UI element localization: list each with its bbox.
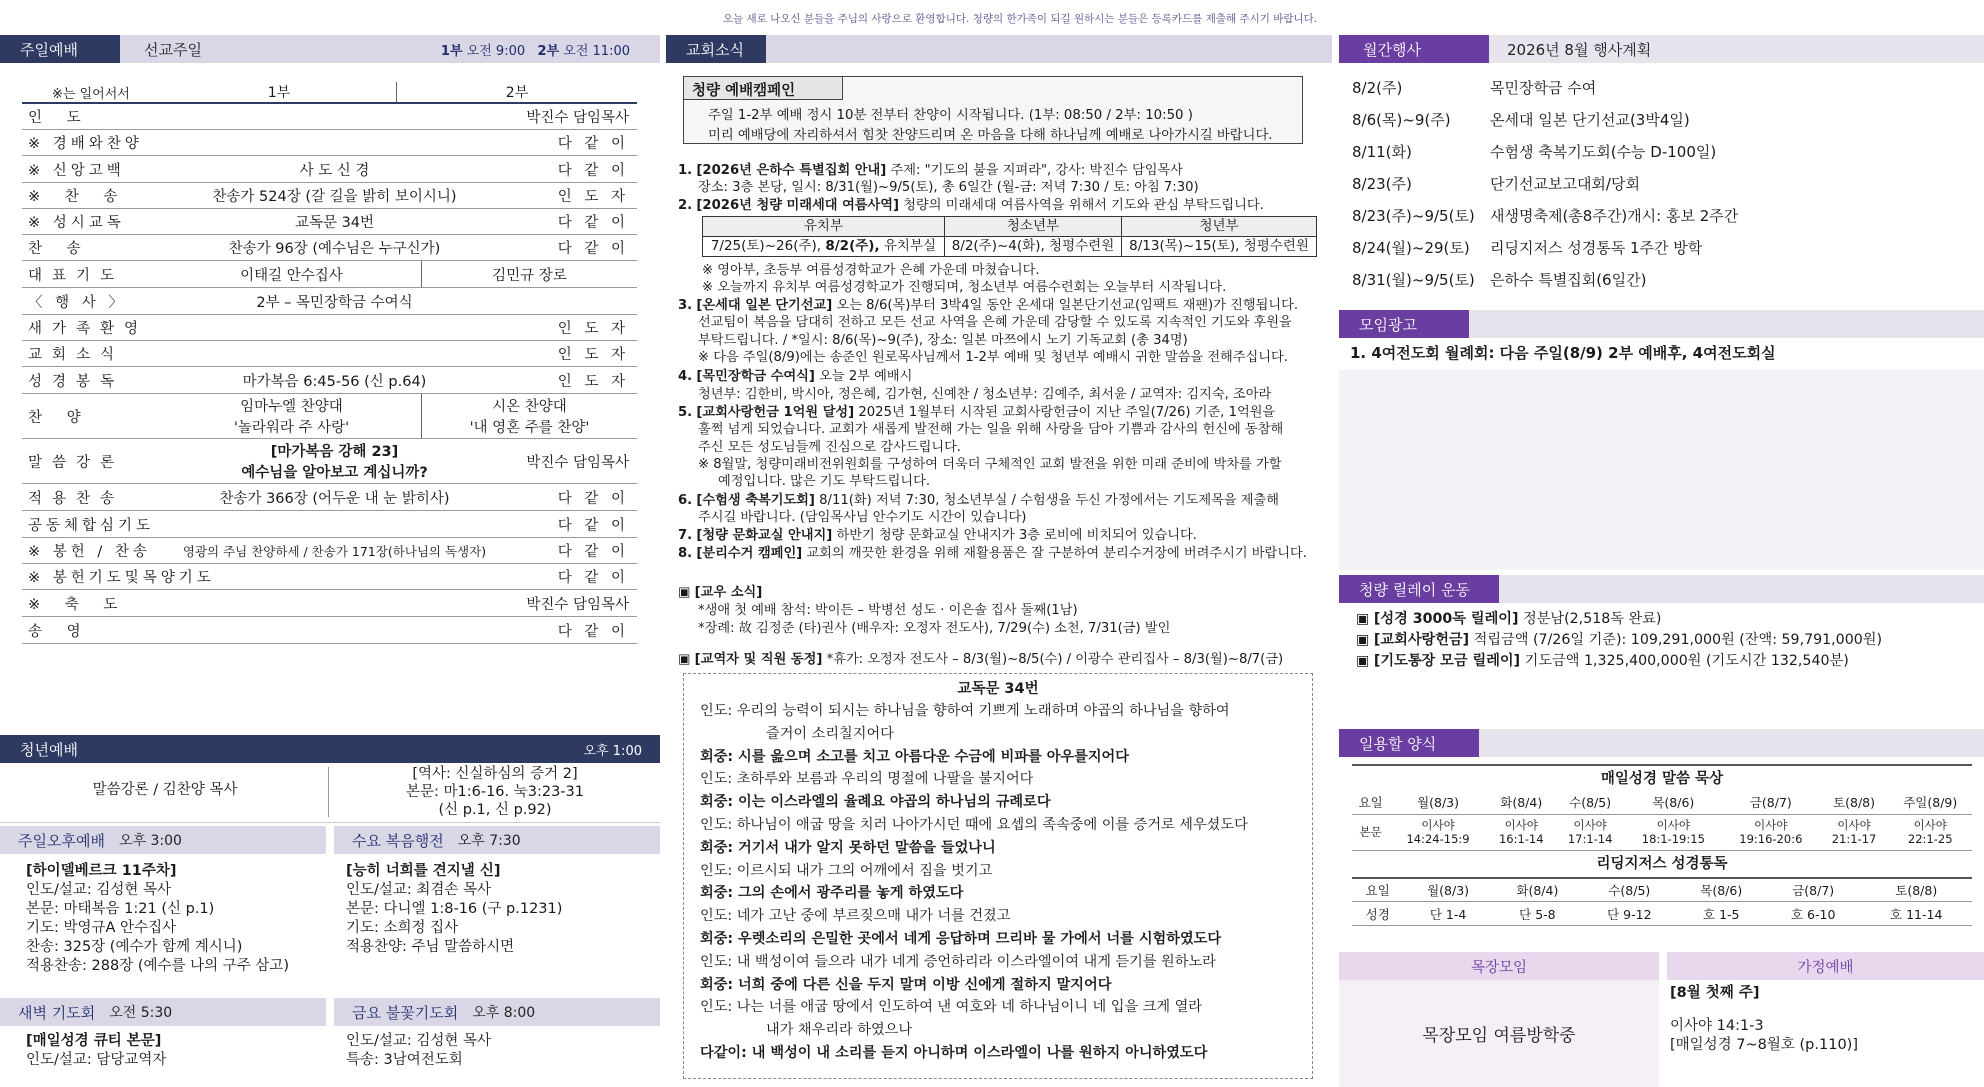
- event-row: [1342, 103, 1982, 135]
- friday-prayer-header: 금요 불꽃기도회 오후 8:00: [334, 998, 660, 1026]
- daily-day-cell: 주일(8/9): [1888, 790, 1972, 814]
- order-row: [22, 564, 637, 590]
- order-row-content-line: 2부 – 목민장학금 수여식: [256, 294, 413, 311]
- order-row-label: ※ 성시교독: [28, 215, 125, 231]
- mokjang-text: 목장모임 여름방학중: [1339, 980, 1659, 1087]
- event-title: 목민장학금 수여: [1490, 78, 1597, 97]
- event-title: 수험생 축복기도회(수능 D-100일): [1490, 142, 1717, 161]
- sunday-service-title: 주일예배: [0, 35, 120, 63]
- order-row-label: ※ 찬 송: [28, 189, 128, 205]
- order-row-label: 인 도: [28, 110, 91, 126]
- event-title: 리딩지저스 성경통독 1주간 방학: [1490, 238, 1703, 257]
- order-row: [22, 130, 637, 156]
- order-row: [22, 394, 637, 439]
- event-title: 새생명축제(총8주간)개시: 홍보 2주간: [1490, 206, 1739, 225]
- order-row-label: 대표기도: [28, 267, 125, 284]
- order-row-leader: 박진수 담임목사: [526, 110, 629, 126]
- reading-speaker: 회중:: [700, 839, 734, 856]
- reading-text: 시를 읊으며 소고를 치고 아름다운 수금에 비파를 아우를지어다: [733, 748, 1129, 765]
- order-row-leader: 인 도 자: [557, 347, 629, 363]
- order-row-leader: 다 같 이: [557, 544, 629, 560]
- reading-speaker: 회중:: [700, 885, 734, 902]
- reading-line: [692, 928, 1312, 951]
- order-row-leader: 박진수 담임목사: [526, 454, 629, 471]
- daily-day-cell: 토(8/8): [1820, 790, 1889, 814]
- reading-line: [692, 1042, 1312, 1065]
- daily-day-cell: 화(8/4): [1487, 790, 1556, 814]
- reading-title: 교독문 34번: [957, 681, 1039, 697]
- order-row: [22, 484, 637, 511]
- order-row: [22, 511, 637, 538]
- news-list: 1. [2026년 은하수 특별집회 안내] 주제: "기도의 불을 지펴라", 강사: 박진수 담임목사 장소: 3층 본당, 일시: 8/31(월)~9/5(토), 총 6일간 (월-금: 저녁 7:30 / 토: 아침 7:30) 2. [2026년 청량 미래세대 여름사역] 청량의 미래세대 여름사역을 위해서 기도와 관심 부탁드립니다. 유치부 청소년부 청년부 7/25(토)~26(주), 8/2(주), 유치부실 8/2(주)~4(화), 청평수련원 8/13(목)~15(토), 청평수련원 ※ 영아부, 초등부 여름성경학교가 은혜 가운데 마쳤습니다. ※ 오늘까지 유치부 여름성경학교가 진행되며, 청소년부 여름수련회는 오늘부터 시작됩니다. 3. [온세대 일본 단기선교] 오는 8/6(목)부터 3박4일 동안 온세대 일본단기선교(임팩트 재팬)가 진행됩니다. 선교팀이 복음을 담대히 전하고 모든 선교 사역을 은혜 가운데 감당할 수 있도록 지속적인 기도와 후원을 부탁드립니다. / *일시: 8/6(목)~9(주), 장소: 일본 마쯔에시 노기 기독교회 (총 34명) ※ 다음 주일(8/9)에는 송준인 원로목사님께서 1-2부 예배 및 청년부 예배시 귀한 말씀을 전해주십니다. 4. [목민장학금 수여식] 오늘 2부 예배시 청년부: 김한비, 박시아, 정은혜, 김가현, 신예찬 / 청소년부: 김예주, 최서윤 / 교역자: 김지숙, 조아라 5. [교회사랑헌금 1억원 달성] 2025년 1월부터 시작된 교회사랑헌금이 지난 주일(7/26) 기준, 1억원을 훌쩍 넘게 되었습니다. 교회가 새롭게 발전해 가는 일을 위해 사랑을 담아 기쁨과 감사의 헌신에 동참해 주신 모든 성도님들께 진심으로 감사드립니다. ※ 8월말, 청량미래비전위원회를 구성하여 더욱더 구체적인 교회 발전을 위한 미래 준비에 박차를 가할 예정입니다. 많은 기도 부탁드립니다. 6. [수험생 축복기도회] 8/11(화) 저녁 7:30, 청소년부실 / 수험생을 두신 가정에서는 기도제목을 제출해 주시길 바랍니다. (담임목사님 안수기도 시간이 있습니다) 7. [청량 문화교실 안내지] 하반기 청량 문화교실 안내지가 3층 로비에 비치되어 있습니다. 8. [분리수거 캠페인] 교회의 깨끗한 환경을 위해 재활용품은 잘 구분하여 분리수거장에 버려주시기 바랍니다. ▣ [교우 소식] *생애 첫 예배 참석: 박이든 – 박병선 성도 · 이은솔 집사 둘째(1남) *장례: 故 김정준 (타)권사 (배우자: 오정자 전도사), 7/29(수) 소천, 7/31(금) 발인 ▣ [교역자 및 직원 동정] *휴가: 오정자 전도사 – 8/3(월)~8/5(수) / 이광수 관리집사 – 8/3(월)~8/7(금): [678, 162, 1328, 682]
- order-row-label: 말씀강론: [28, 454, 125, 471]
- order-row-label: 적용찬송: [28, 490, 125, 507]
- daily-text-range: 14:24-15:9: [1406, 832, 1470, 846]
- order-row: [22, 288, 637, 315]
- order-row-label: ※ 신앙고백: [28, 162, 125, 179]
- daily-text-cell: [1625, 814, 1723, 850]
- order-row-part1: [162, 261, 422, 287]
- reading-jesus-title: 리딩지저스 성경통독: [1596, 855, 1728, 872]
- daily-text-cell: [1888, 814, 1972, 850]
- reading-text: 이는 이스라엘의 율례요 야곱의 하나님의 규례로다: [733, 794, 1051, 811]
- reading-line: [692, 951, 1312, 974]
- campaign-line-1: 주일 1-2부 예배 정시 10분 전부터 찬양이 시작됩니다. (1부: 08:50 / 2부: 10:50 ): [708, 108, 1193, 123]
- order-row: [22, 235, 637, 261]
- reading-text: 내 백성이 내 소리를 듣지 아니하며 이스라엘이 나를 원하지 아니하였도다: [746, 1044, 1208, 1061]
- order-row-leader: 박진수 담임목사: [526, 596, 629, 613]
- event-row: [1342, 263, 1982, 295]
- reading-text: 나는 너를 애굽 땅에서 인도하여 낸 여호와 네 하나님이니 네 입을 크게 열라: [732, 999, 1202, 1016]
- event-date: 8/6(목)~9(주): [1352, 110, 1451, 129]
- daily-text-cell: [1556, 814, 1625, 850]
- order-row: [22, 156, 637, 183]
- sunday-subtitle: 선교주일: [144, 40, 202, 59]
- event-row: [1342, 199, 1982, 231]
- reading-speaker: 회중:: [700, 976, 734, 993]
- order-row-part1-line: 이태길 안수집사: [240, 267, 343, 284]
- event-date: 8/24(월)~29(토): [1352, 238, 1470, 257]
- daily-text-cell: [1487, 814, 1556, 850]
- wednesday-service-detail: [능히 너희를 견지낼 신] 인도/설교: 최겸손 목사 본문: 다니엘 1:8-16 (구 p.1231) 기도: 소희정 집사 적용찬양: 주님 말씀하시면: [346, 863, 563, 955]
- daily-reading-table: [1352, 790, 1972, 851]
- ad-title: 모임광고: [1339, 310, 1469, 338]
- sunday-times: 1부 오전 9:00 2부 오전 11:00: [440, 43, 630, 59]
- order-row-part1: [162, 394, 422, 438]
- reading-line: [692, 974, 1312, 997]
- reading-text: 거기서 내가 알지 못하던 말씀을 들었나니: [733, 839, 996, 856]
- reading-speaker: 인도:: [700, 953, 733, 970]
- wednesday-service-header: 수요 복음행전 오후 7:30: [334, 826, 660, 854]
- order-row-label: 찬 양: [28, 409, 91, 426]
- order-row-leader: 다 같 이: [557, 517, 629, 534]
- reading-speaker: 회중:: [700, 930, 734, 947]
- order-row-label: 성경봉독: [28, 373, 125, 390]
- future-generation-table: 유치부 청소년부 청년부 7/25(토)~26(주), 8/2(주), 유치부실 8/2(주)~4(화), 청평수련원 8/13(목)~15(토), 청평수련원: [702, 216, 1317, 257]
- event-date: 8/2(주): [1352, 78, 1403, 97]
- daily-text-range: 17:1-14: [1567, 832, 1613, 846]
- youth-scripture: 본문: 마1:6-16. 눅3:23-31: [405, 784, 584, 800]
- event-date: 8/31(월)~9/5(토): [1352, 270, 1475, 289]
- order-row-label: 〈 행 사 〉: [28, 294, 127, 311]
- event-row: [1342, 231, 1982, 263]
- order-row-leader: 다 같 이: [557, 136, 629, 152]
- event-row: [1342, 71, 1982, 103]
- order-row-part2: [422, 264, 637, 285]
- reading-text: 네가 고난 중에 부르짖으매 내가 너를 건졌고: [732, 908, 1011, 925]
- order-row: [22, 538, 637, 564]
- daily-reading-title: 매일성경 말씀 묵상: [1352, 764, 1972, 790]
- reading-day-cell: 월(8/3): [1403, 878, 1492, 902]
- relay-header: [1339, 575, 1984, 603]
- order-row-content: [162, 185, 507, 206]
- afternoon-service-detail: [하이델베르크 11주차] 인도/설교: 김성현 목사 본문: 마태복음 1:21 (신 p.1) 기도: 박영규A 안수집사 찬송: 325장 (예수가 함께 계시니) 적용찬송: 288장 (예수를 나의 구주 삼고): [26, 863, 290, 974]
- reading-speaker: 인도:: [700, 703, 733, 719]
- reading-line: [692, 768, 1312, 791]
- daily-text-book: 이사야: [1573, 818, 1607, 832]
- daily-text-range: 22:1-25: [1907, 832, 1953, 846]
- order-row-label: ※ 봉헌 / 찬송: [28, 544, 151, 560]
- reading-line: [692, 996, 1312, 1019]
- reading-line: [692, 837, 1312, 860]
- order-row-content-line: 사 도 신 경: [299, 162, 370, 179]
- order-row-content-line: 찬송가 96장 (예수님은 누구신가): [228, 241, 441, 257]
- reading-speaker: 인도:: [700, 999, 733, 1016]
- mokjang-header: 목장모임: [1339, 952, 1659, 980]
- reading-speaker: 인도:: [700, 862, 733, 879]
- order-row-content-line: 찬송가 366장 (어두운 내 눈 밝히사): [219, 490, 450, 507]
- reading-day-cell: 목(8/6): [1677, 878, 1766, 902]
- youth-sermon-title: [역사: 신실하심의 증거 2]: [412, 766, 578, 782]
- order-row-content-line: 마가복음 6:45-56 (신 p.64): [242, 373, 427, 390]
- daily-day-cell: 목(8/6): [1625, 790, 1723, 814]
- youth-detail: [0, 763, 660, 823]
- reading-line: [692, 723, 1312, 746]
- monthly-header: [1339, 35, 1984, 63]
- order-row-content: [162, 542, 507, 560]
- order-row-part2-line: 시온 찬양대: [492, 399, 567, 415]
- daily-bread-header: [1339, 729, 1984, 757]
- daily-bread-tables: [1352, 764, 1972, 926]
- order-row-content: [162, 487, 507, 508]
- reading-speaker: 인도:: [700, 816, 733, 833]
- daily-text-cell: [1820, 814, 1889, 850]
- youth-service-header: [0, 735, 660, 763]
- daily-text-cell: [1389, 814, 1487, 850]
- responsive-reading-box: [683, 673, 1313, 1079]
- welcome-note: 오늘 새로 나오신 분들을 주님의 사랑으로 환영합니다. 청량의 한가족이 되길 원하시는 분들은 등록카드를 제출해 주시기 바랍니다.: [722, 13, 1318, 25]
- order-row: [22, 590, 637, 617]
- reading-speaker: 인도:: [700, 771, 733, 788]
- news-title: 교회소식: [666, 35, 766, 63]
- reading-line: [692, 905, 1312, 928]
- daily-text-book: 이사야: [1656, 818, 1690, 832]
- daily-text-range: 16:1-14: [1498, 832, 1544, 846]
- event-date: 8/23(주)~9/5(토): [1352, 206, 1475, 225]
- sunday-order-table: [22, 82, 637, 644]
- order-row-label: 찬 송: [28, 241, 91, 257]
- order-row-leader: 인 도 자: [557, 373, 629, 390]
- order-row: [22, 439, 637, 484]
- daily-text-range: 21:1-17: [1831, 832, 1877, 846]
- event-row: [1342, 167, 1982, 199]
- reading-line: [692, 746, 1312, 769]
- youth-title: 청년예배: [20, 740, 78, 759]
- right-spacer: [1339, 370, 1984, 570]
- reading-line: [692, 814, 1312, 837]
- ad-line-1: 1. 4여전도회 월례회: 다음 주일(8/9) 2부 예배후, 4여전도회실: [1350, 344, 1776, 362]
- reading-text: 즐거이 소리칠지어다: [766, 725, 894, 742]
- reading-text: 너희 중에 다른 신을 두지 말며 이방 신에게 절하지 말지어다: [733, 976, 1112, 993]
- order-row-content-sub: 예수님을 알아보고 계십니까?: [241, 465, 428, 481]
- reading-text: 우렛소리의 은밀한 곳에서 네게 응답하며 므리바 물 가에서 너를 시험하였도다: [733, 930, 1222, 947]
- sunday-service-header: [0, 35, 660, 63]
- order-row-leader: 다 같 이: [557, 162, 629, 179]
- reading-line: [692, 791, 1312, 814]
- reading-speaker: 회중:: [700, 748, 734, 765]
- order-row-content: [162, 291, 507, 312]
- reading-text: 하나님이 애굽 땅을 치러 나아가시던 때에 요셉의 족속중에 이를 증거로 세우셨도다: [732, 816, 1248, 833]
- order-row-content: [162, 159, 507, 180]
- reading-text: 이르시되 내가 그의 어깨에서 짐을 벗기고: [732, 862, 993, 879]
- order-row-leader: 인 도 자: [557, 189, 629, 205]
- reading-text: 그의 손에서 광주리를 놓게 하였도다: [733, 885, 964, 902]
- youth-preacher: 말씀강론 / 김찬양 목사: [92, 782, 238, 798]
- reading-text: 내가 채우리라 하였으나: [766, 1022, 913, 1039]
- order-row-content-line: 교독문 34번: [294, 215, 375, 231]
- order-row-part2-line: 김민규 장로: [492, 267, 567, 284]
- daily-text-book: 이사야: [1504, 818, 1538, 832]
- order-row-part1-sub: '놀라워라 주 사랑': [233, 420, 350, 436]
- daily-day-cell: 요일: [1352, 790, 1389, 814]
- order-row-content-line: 찬송가 524장 (갈 길을 밝히 보이시니): [212, 189, 457, 205]
- daily-day-cell: 월(8/3): [1389, 790, 1487, 814]
- order-row-content-line: [마가복음 강해 23]: [270, 444, 399, 460]
- reading-range-cell: 호 6-10: [1766, 902, 1861, 926]
- daily-text-book: 본문: [1359, 825, 1382, 839]
- reading-day-cell: 화(8/4): [1493, 878, 1582, 902]
- reading-speaker: 인도:: [700, 908, 733, 925]
- daily-text-cell: [1722, 814, 1820, 850]
- reading-day-cell: 금(8/7): [1766, 878, 1861, 902]
- event-date: 8/11(화): [1352, 142, 1412, 161]
- daily-day-cell: 수(8/5): [1556, 790, 1625, 814]
- order-row-leader: 다 같 이: [557, 490, 629, 507]
- order-row-label: 공동체합심기도: [28, 517, 155, 534]
- order-row-label: ※ 봉헌기도및목양기도: [28, 570, 215, 586]
- reading-text: 초하루와 보름과 우리의 명절에 나팔을 불지어다: [732, 771, 1034, 788]
- daily-text-book: 이사야: [1837, 818, 1871, 832]
- daily-text-range: 19:16-20:6: [1739, 832, 1803, 846]
- order-row: [22, 617, 637, 644]
- order-row-part2: [422, 395, 637, 437]
- news-header: [666, 35, 1332, 63]
- friday-prayer-detail: 인도/설교: 김성현 목사 특송: 3남여전도회: [346, 1033, 492, 1068]
- order-row-content: [162, 370, 507, 391]
- order-row-label: ※ 축 도: [28, 596, 128, 613]
- reading-line: [692, 700, 1312, 723]
- order-row-leader: 다 같 이: [557, 241, 629, 257]
- reading-day-cell: 토(8/8): [1860, 878, 1972, 902]
- order-row-label: 교회소식: [28, 347, 125, 363]
- order-row-leader: 다 같 이: [557, 215, 629, 231]
- daily-text-book: 이사야: [1754, 818, 1788, 832]
- order-row: [22, 315, 637, 341]
- home-worship-detail: [8월 첫째 주] 이사야 14:1-3 [매일성경 7~8월호 (p.110)]: [1670, 985, 1858, 1053]
- order-row-label: ※ 경배와찬양: [28, 136, 143, 152]
- reading-range-cell: 단 5-8: [1493, 902, 1582, 926]
- order-row-leader: 다 같 이: [557, 570, 629, 586]
- order-row-part1-line: 임마누엘 찬양대: [240, 399, 343, 415]
- relay-title: 청량 릴레이 운동: [1339, 575, 1499, 603]
- campaign-title: 청량 예배캠페인: [683, 76, 843, 100]
- reading-range-cell: 호 1-5: [1677, 902, 1766, 926]
- order-row-part2-sub: '내 영혼 주를 찬양': [469, 420, 590, 436]
- order-row-label: 송 영: [28, 623, 91, 640]
- reading-line: [692, 882, 1312, 905]
- order-row: [22, 183, 637, 209]
- reading-jesus-table: [1352, 877, 1972, 927]
- order-row: [22, 341, 637, 367]
- event-title: 온세대 일본 단기선교(3박4일): [1490, 110, 1690, 129]
- reading-range-cell: 성경: [1352, 902, 1403, 926]
- daily-text-cell: [1352, 814, 1389, 850]
- relay-list: ▣ [성경 3000독 릴레이] 정분남(2,518독 완료) ▣ [교회사랑헌금] 적립금액 (7/26일 기준): 109,291,000원 (잔액: 59,791,000원) ▣ [기도통장 모금 릴레이] 기도금액 1,325,400,000원 (기도시간 132,540분): [1356, 611, 1882, 669]
- monthly-events: [1342, 71, 1982, 295]
- order-row-leader: 다 같 이: [557, 623, 629, 640]
- youth-page: (신 p.1, 신 p.92): [438, 802, 552, 818]
- campaign-line-2: 미리 예배당에 자리하셔서 힘찻 찬양드리며 온 마음을 다해 하나님께 예배로 나아가시길 바랍니다.: [708, 128, 1273, 143]
- daily-text-range: 18:1-19:15: [1641, 832, 1705, 846]
- ad-header: [1339, 310, 1984, 338]
- reading-line: [692, 860, 1312, 883]
- reading-speaker: 다같이:: [700, 1044, 747, 1061]
- reading-text: 우리의 능력이 되시는 하나님을 향하여 기쁘게 노래하며 야곱의 하나님을 향하여: [732, 703, 1230, 719]
- afternoon-service-header: 주일오후예배 오후 3:00: [0, 826, 326, 854]
- event-title: 단기선교보고대회/당회: [1490, 174, 1640, 193]
- reading-range-cell: 호 11-14: [1860, 902, 1972, 926]
- order-row: [22, 209, 637, 235]
- order-row-leader: 인 도 자: [557, 321, 629, 337]
- reading-range-cell: 단 1-4: [1403, 902, 1492, 926]
- event-title: 은하수 특별집회(6일간): [1490, 270, 1647, 289]
- order-row-content-line: 영광의 주님 찬양하세 / 찬송가 171장(하나님의 독생자): [182, 543, 487, 559]
- event-row: [1342, 135, 1982, 167]
- reading-day-cell: 요일: [1352, 878, 1403, 902]
- youth-time: 오후 1:00: [583, 743, 642, 759]
- reading-text: 내 백성이여 들으라 내가 네게 증언하리라 이스라엘이여 내게 듣기를 원하노라: [732, 953, 1216, 970]
- order-row: [22, 104, 637, 130]
- order-row-label: 새가족환영: [28, 321, 149, 337]
- event-date: 8/23(주): [1352, 174, 1412, 193]
- monthly-subtitle: 2026년 8월 행사계획: [1489, 35, 1984, 63]
- daily-title: 일용할 양식: [1339, 729, 1479, 757]
- home-worship-header: 가정예배: [1667, 952, 1984, 980]
- reading-speaker: 회중:: [700, 794, 734, 811]
- worship-campaign-box: [683, 76, 1303, 144]
- reading-line: [692, 1019, 1312, 1042]
- order-row: [22, 367, 637, 394]
- daily-text-book: 이사야: [1421, 818, 1455, 832]
- dawn-prayer-detail: [매일성경 큐티 본문] 인도/설교: 담당교역자: [26, 1033, 167, 1068]
- daily-day-cell: 금(8/7): [1722, 790, 1820, 814]
- order-row-content: [162, 440, 507, 482]
- order-row-content: [162, 237, 507, 258]
- order-row-content: [162, 211, 507, 232]
- order-column-headers: ※는 일어서서 1부 2부: [22, 82, 637, 104]
- daily-text-book: 이사야: [1913, 818, 1947, 832]
- dawn-prayer-header: 새벽 기도회 오전 5:30: [0, 998, 326, 1026]
- reading-range-cell: 단 9-12: [1582, 902, 1677, 926]
- order-row: [22, 261, 637, 288]
- reading-day-cell: 수(8/5): [1582, 878, 1677, 902]
- monthly-title: 월간행사: [1339, 35, 1489, 63]
